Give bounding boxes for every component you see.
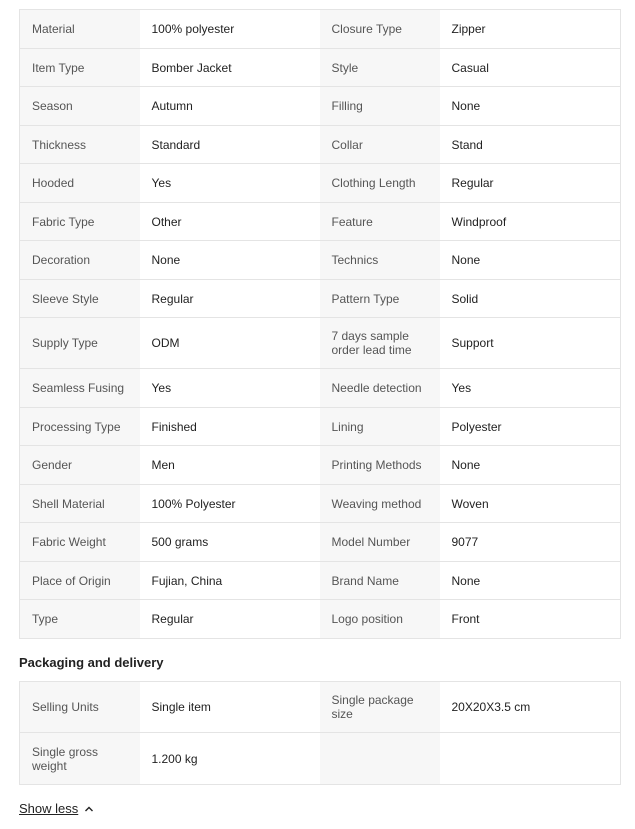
attribute-value: Casual [440, 49, 621, 87]
table-row [20, 87, 621, 126]
attribute-label: Gender [20, 446, 140, 485]
attribute-label: 7 days sample order lead time [320, 318, 440, 369]
attribute-value: Other [140, 203, 320, 241]
table-row [20, 203, 621, 241]
table-row [20, 10, 621, 49]
attribute-label: Item Type [20, 49, 140, 87]
attribute-value: Polyester [440, 408, 621, 446]
table-row [20, 280, 621, 318]
attribute-label: Feature [320, 203, 440, 241]
table-row [20, 318, 621, 369]
attribute-value: 500 grams [140, 523, 320, 562]
attribute-value: Windproof [440, 203, 621, 241]
show-less-link[interactable] [19, 801, 94, 816]
attribute-value: Single item [140, 682, 320, 733]
attribute-label: Collar [320, 126, 440, 164]
attribute-value: Autumn [140, 87, 320, 126]
table-row [20, 126, 621, 164]
attribute-value: ODM [140, 318, 320, 369]
attribute-value: None [440, 446, 621, 485]
attribute-label [320, 733, 440, 785]
chevron-up-icon [84, 804, 94, 814]
attribute-value: None [440, 87, 621, 126]
attribute-value: Yes [140, 164, 320, 203]
attribute-label: Shell Material [20, 485, 140, 523]
table-row [20, 446, 621, 485]
attribute-label: Logo position [320, 600, 440, 639]
attribute-value: 20X20X3.5 cm [440, 682, 621, 733]
attribute-label: Hooded [20, 164, 140, 203]
attribute-label: Clothing Length [320, 164, 440, 203]
attribute-label: Fabric Weight [20, 523, 140, 562]
attribute-value: Fujian, China [140, 562, 320, 600]
attribute-value: Men [140, 446, 320, 485]
attribute-label: Style [320, 49, 440, 87]
attribute-value [440, 733, 621, 785]
table-row [20, 369, 621, 408]
attribute-value: Front [440, 600, 621, 639]
attribute-label: Decoration [20, 241, 140, 280]
attribute-label: Processing Type [20, 408, 140, 446]
attribute-label: Closure Type [320, 10, 440, 49]
attribute-label: Model Number [320, 523, 440, 562]
attribute-value: 9077 [440, 523, 621, 562]
attribute-label: Selling Units [20, 682, 140, 733]
attribute-label: Needle detection [320, 369, 440, 408]
attribute-value: Stand [440, 126, 621, 164]
attribute-value: Regular [140, 600, 320, 639]
attribute-value: Support [440, 318, 621, 369]
attribute-value: Yes [440, 369, 621, 408]
attribute-label: Lining [320, 408, 440, 446]
attribute-value: Solid [440, 280, 621, 318]
table-row [20, 523, 621, 562]
attribute-label: Season [20, 87, 140, 126]
packaging-table [19, 681, 621, 785]
attribute-label: Sleeve Style [20, 280, 140, 318]
attribute-value: Regular [140, 280, 320, 318]
attribute-label: Place of Origin [20, 562, 140, 600]
attribute-value: None [440, 241, 621, 280]
attribute-value: Regular [440, 164, 621, 203]
table-row [20, 733, 621, 785]
attribute-label: Pattern Type [320, 280, 440, 318]
attribute-value: None [440, 562, 621, 600]
attribute-value: 100% Polyester [140, 485, 320, 523]
attribute-value: None [140, 241, 320, 280]
attribute-value: Finished [140, 408, 320, 446]
table-row [20, 600, 621, 639]
attribute-value: 1.200 kg [140, 733, 320, 785]
table-row [20, 49, 621, 87]
attribute-label: Single gross weight [20, 733, 140, 785]
table-row [20, 408, 621, 446]
attribute-label: Brand Name [320, 562, 440, 600]
attribute-label: Single package size [320, 682, 440, 733]
attribute-value: Zipper [440, 10, 621, 49]
attribute-value: 100% polyester [140, 10, 320, 49]
attribute-value: Bomber Jacket [140, 49, 320, 87]
attribute-label: Technics [320, 241, 440, 280]
packaging-section-title: Packaging and delivery [19, 655, 164, 670]
attribute-value: Woven [440, 485, 621, 523]
attribute-value: Yes [140, 369, 320, 408]
table-row [20, 682, 621, 733]
attribute-label: Material [20, 10, 140, 49]
attribute-label: Supply Type [20, 318, 140, 369]
attribute-label: Filling [320, 87, 440, 126]
attribute-label: Printing Methods [320, 446, 440, 485]
table-row [20, 562, 621, 600]
table-row [20, 485, 621, 523]
table-row [20, 164, 621, 203]
show-less-label: Show less [19, 801, 79, 816]
attributes-table [19, 9, 621, 639]
attribute-value: Standard [140, 126, 320, 164]
attribute-label: Fabric Type [20, 203, 140, 241]
attribute-label: Type [20, 600, 140, 639]
table-row [20, 241, 621, 280]
attribute-label: Weaving method [320, 485, 440, 523]
attribute-label: Thickness [20, 126, 140, 164]
attribute-label: Seamless Fusing [20, 369, 140, 408]
